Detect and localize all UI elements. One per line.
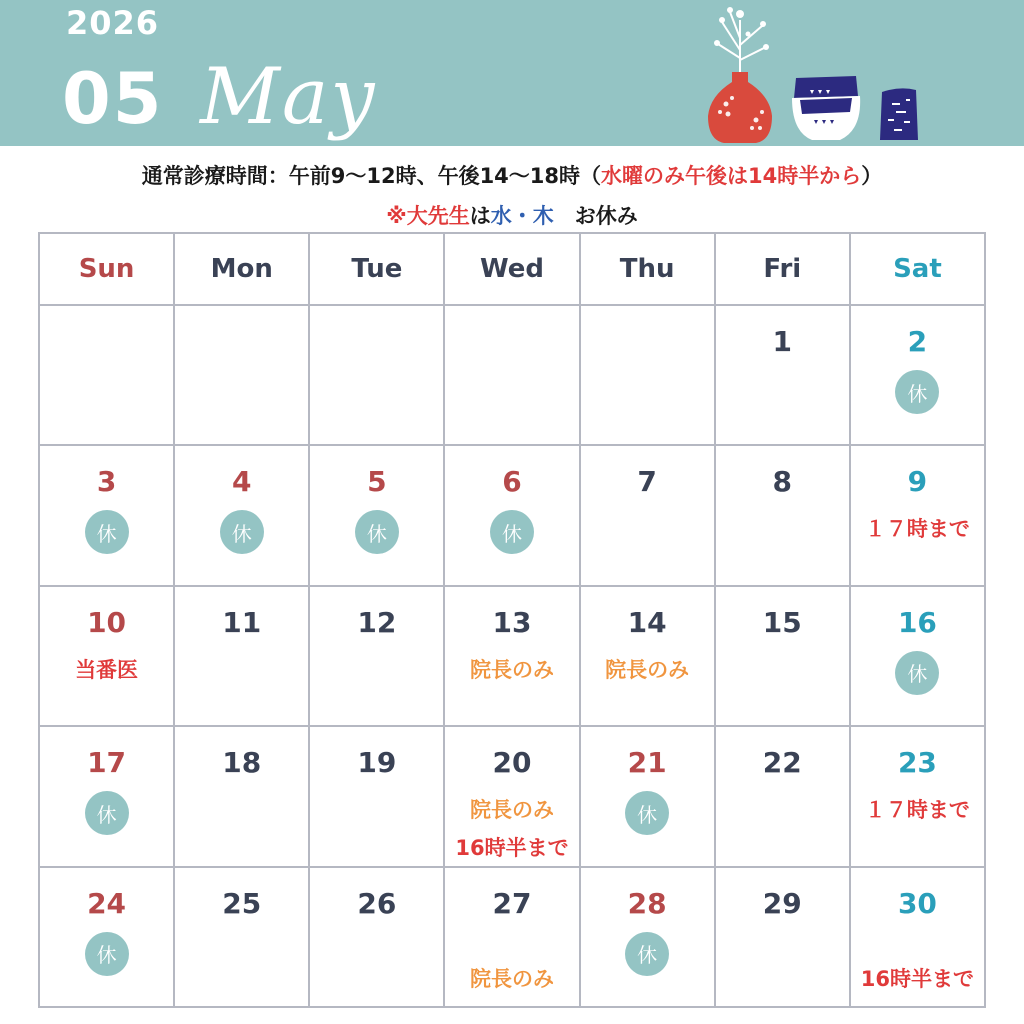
day-number: 24	[87, 886, 127, 920]
calendar-week-row	[39, 867, 985, 1007]
calendar-week-row	[39, 445, 985, 585]
calendar-day-cell	[309, 586, 444, 726]
calendar-day-cell	[444, 867, 579, 1007]
calendar-day-cell	[580, 867, 715, 1007]
day-number: 14	[627, 605, 667, 639]
calendar-day-cell	[39, 305, 174, 445]
header-banner	[0, 0, 1024, 146]
day-number: 9	[907, 465, 928, 499]
day-number: 25	[222, 886, 262, 920]
calendar-day-cell	[715, 586, 850, 726]
calendar-day-cell	[174, 586, 309, 726]
day-number: 23	[897, 746, 937, 780]
weekday-thu: Thu	[580, 233, 715, 305]
calendar-week-row	[39, 726, 985, 866]
day-number: 2	[907, 325, 928, 358]
calendar-day-cell	[715, 445, 850, 585]
day-number: 1	[772, 325, 793, 358]
day-number: 11	[222, 605, 262, 639]
day-number: 16	[897, 605, 937, 639]
calendar-grid	[38, 232, 986, 1008]
day-note: 当番医	[75, 657, 139, 682]
calendar-day-cell	[850, 867, 985, 1007]
month-name: May	[200, 52, 377, 142]
day-number: 19	[357, 746, 397, 780]
calendar-day-cell	[580, 305, 715, 445]
day-number: 6	[502, 465, 522, 499]
weekday-tue: Tue	[309, 233, 444, 305]
closed-badge: 休	[625, 932, 669, 976]
calendar-day-cell	[715, 305, 850, 445]
calendar-day-cell	[715, 726, 850, 866]
calendar-day-cell	[309, 305, 444, 445]
day-number: 13	[492, 605, 532, 639]
day-number: 5	[367, 465, 387, 499]
calendar-day-cell	[39, 726, 174, 866]
calendar-day-cell	[444, 726, 579, 866]
day-number: 22	[762, 746, 802, 780]
calendar-day-cell	[850, 445, 985, 585]
closed-badge: 休	[490, 510, 534, 554]
doctor-off-days: 水・木	[490, 204, 554, 228]
closed-badge: 休	[625, 791, 669, 835]
day-note: １７時まで	[864, 798, 970, 823]
vase-illustration	[700, 0, 940, 146]
day-note: 院長のみ	[469, 798, 554, 823]
closed-badge: 休	[85, 510, 129, 554]
day-number: 21	[627, 746, 667, 780]
closed-badge: 休	[220, 510, 264, 554]
weekday-sat: Sat	[850, 233, 985, 305]
calendar-day-cell	[174, 867, 309, 1007]
calendar-day-cell	[850, 305, 985, 445]
calendar-day-cell	[580, 726, 715, 866]
calendar-day-cell	[850, 726, 985, 866]
calendar-week-row	[39, 305, 985, 445]
day-note: 院長のみ	[469, 966, 554, 991]
day-note: 院長のみ	[469, 657, 554, 682]
day-number: 18	[222, 746, 262, 780]
closed-badge: 休	[85, 932, 129, 976]
calendar-day-cell	[580, 445, 715, 585]
day-number: 30	[897, 886, 937, 920]
day-note: 院長のみ	[605, 657, 690, 682]
day-number: 8	[772, 465, 793, 499]
calendar-day-cell	[39, 867, 174, 1007]
calendar-day-cell	[309, 867, 444, 1007]
calendar-day-cell	[850, 586, 985, 726]
calendar-week-row	[39, 586, 985, 726]
day-number: 17	[87, 746, 127, 780]
day-note: １７時まで	[864, 517, 970, 542]
day-number: 29	[762, 886, 802, 920]
year-label: 2026	[66, 4, 160, 42]
doctor-notice-suffix: お休み	[553, 204, 638, 228]
closed-badge: 休	[355, 510, 399, 554]
calendar-day-cell	[309, 726, 444, 866]
day-number: 12	[357, 605, 397, 639]
day-note: 16時半まで	[455, 836, 569, 861]
wednesday-hours-text: 水曜のみ午後は14時半から	[601, 164, 862, 188]
doctor-notice	[0, 200, 1024, 230]
calendar-day-cell	[444, 305, 579, 445]
hours-notice	[0, 160, 1024, 190]
closed-badge: 休	[895, 651, 939, 695]
hours-text-close: ）	[861, 164, 883, 188]
hours-text: 通常診療時間：午前9〜12時、午後14〜18時（	[141, 164, 602, 188]
month-number: 05	[62, 58, 164, 140]
calendar-day-cell	[309, 445, 444, 585]
weekday-sun: Sun	[39, 233, 174, 305]
calendar-day-cell	[174, 305, 309, 445]
day-note: 16時半まで	[860, 966, 975, 991]
calendar-day-cell	[39, 586, 174, 726]
calendar-day-cell	[580, 586, 715, 726]
weekday-fri: Fri	[715, 233, 850, 305]
weekday-header-row	[39, 233, 985, 305]
day-number: 28	[627, 886, 667, 920]
calendar-day-cell	[444, 445, 579, 585]
calendar-day-cell	[174, 726, 309, 866]
day-number: 15	[762, 605, 802, 639]
closed-badge: 休	[895, 370, 939, 414]
calendar-day-cell	[715, 867, 850, 1007]
day-number: 26	[357, 886, 397, 920]
day-number: 3	[96, 465, 117, 499]
closed-badge: 休	[85, 791, 129, 835]
day-number: 4	[231, 465, 252, 499]
day-number: 27	[492, 886, 532, 920]
calendar-day-cell	[39, 445, 174, 585]
day-number: 20	[492, 746, 532, 780]
doctor-notice-particle: は	[469, 204, 491, 228]
calendar-day-cell	[174, 445, 309, 585]
calendar-day-cell	[444, 586, 579, 726]
day-number: 10	[87, 605, 127, 639]
weekday-mon: Mon	[174, 233, 309, 305]
senior-doctor-text: ※大先生	[386, 204, 470, 228]
day-number: 7	[637, 465, 657, 499]
weekday-wed: Wed	[444, 233, 579, 305]
